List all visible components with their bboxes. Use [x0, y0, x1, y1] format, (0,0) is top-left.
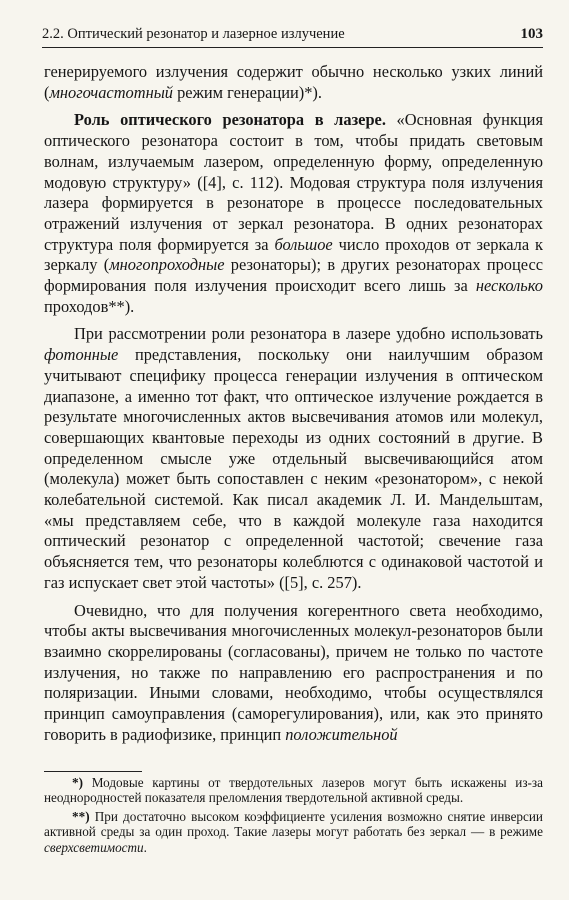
- running-header: [42, 26, 543, 48]
- main-text: [44, 62, 543, 753]
- footnote-1: *) Модовые картины от твердотельных лазеров могут быть искажены из-за неоднородностей показателя преломления твердотельной активной среды.: [44, 775, 543, 806]
- section-title: 2.2. Оптический резонатор и лазерное излучение: [42, 26, 345, 42]
- footnote-2: **) При достаточно высоком коэффициенте усиления возможно снятие инверсии активной среды за один проход. Такие лазеры могут работать без зеркал — в режиме сверхсветимости.: [44, 808, 543, 855]
- footnote-divider: [44, 771, 142, 772]
- italic-term: несколько: [475, 276, 543, 296]
- footnotes: [44, 775, 543, 858]
- footnote-marker: **): [72, 808, 90, 824]
- paragraph-3: При рассмотрении роли резонатора в лазере удобно использовать фотонные представления, поскольку они наилучшим образом учитывают специфику процесса генерации излучения в оптическом диапазоне, а именно тот факт, что оптическое излучение рождается в результате многочисленных актов высвечивания атомов или молекул, совершающих квантовые переходы из одних состояний в другие. В определенном смысле уже отдельный высвечивающийся атом (молекула) может быть сопоставлен с неким «резонатором», с некой колебательной системой. Как писал академик Л. И. Мандельштам, «мы представляем себе, что в каждой молекуле газа находится оптический резонатор с определенной частотой; свечение газа объясняется тем, что резонаторы колеблются с одинаковой частотой и газ испускает свет этой частоты» ([5], с. 257).: [44, 324, 543, 592]
- italic-term: сверхсветимости: [44, 839, 144, 855]
- footnote-marker: *): [72, 775, 83, 790]
- italic-term: фотонные: [44, 345, 119, 365]
- paragraph-2: Роль оптического резонатора в лазере. «Основная функция оптического резонатора состоит в том, чтобы придать световым волнам, излучаемым лазером, определенную форму, определенную модовую структуру» ([4], с. 112). Модовая структура поля излучения лазера формируется в резонаторе в процессе последовательных отражений излучения от зеркал резонатора. В одних резонаторах структура поля формируется за большое число проходов от зеркала к зеркалу (многопроходные резонаторы); в других резонаторах процесс формирования поля излучения происходит всего лишь за несколько проходов**).: [44, 110, 544, 316]
- italic-term: большое: [274, 234, 333, 254]
- italic-term: многопроходные: [109, 255, 225, 275]
- italic-term: многочастотный: [49, 82, 174, 102]
- paragraph-1: генерируемого излучения содержит обычно несколько узких линий (многочастотный режим генерации)*).: [44, 62, 543, 102]
- italic-term: положительной: [285, 724, 398, 744]
- run-in-heading: Роль оптического резонатора в лазере.: [74, 110, 386, 130]
- page-number: 103: [520, 26, 543, 42]
- paragraph-4: Очевидно, что для получения когерентного света необходимо, чтобы акты высвечивания многочисленных молекул-резонаторов были взаимно скоррелированы (согласованы), причем не только по частоте излучения, но также по направлению его распространения и по поляризации. Иными словами, необходимо, чтобы осуществлялся принцип самоуправления (саморегулирования), или, как это принято говорить в радиофизике, принцип положительной: [44, 600, 543, 744]
